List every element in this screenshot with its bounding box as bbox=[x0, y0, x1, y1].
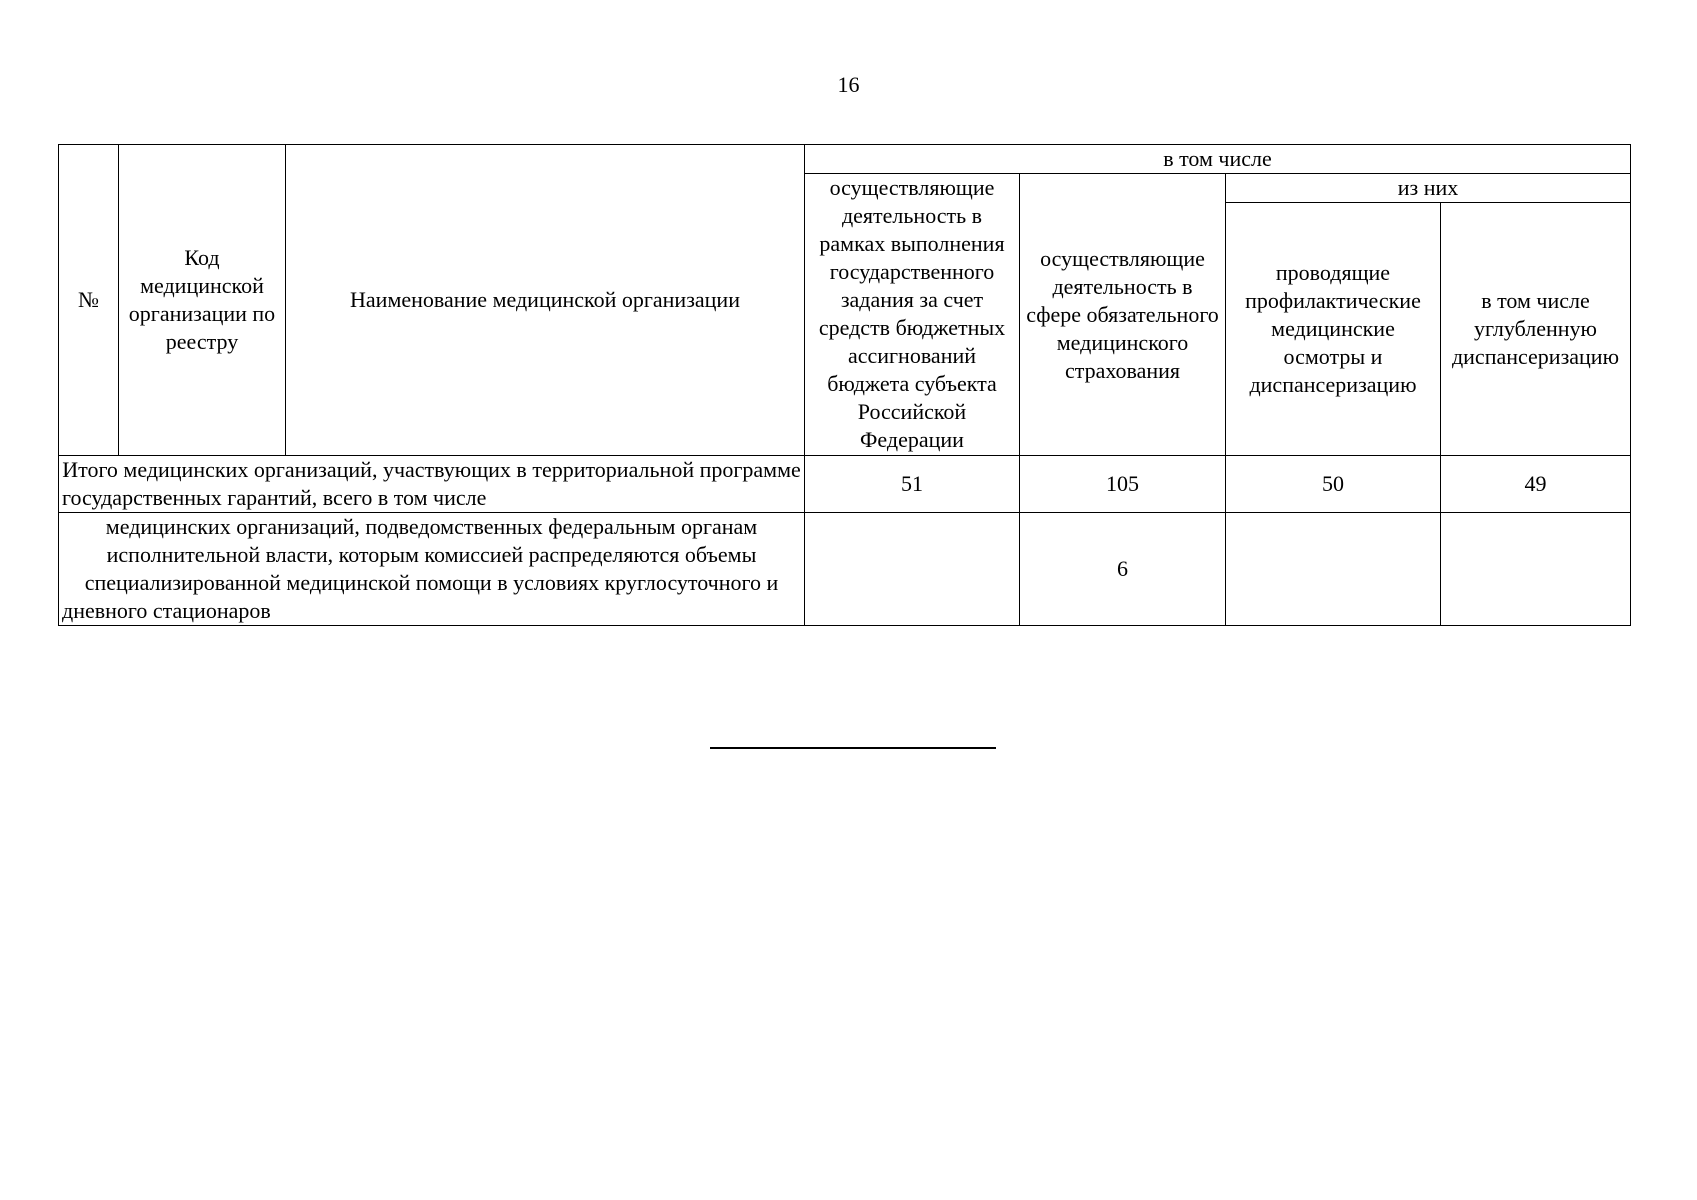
cell-oms: 105 bbox=[1020, 456, 1226, 513]
row-label: Итого медицинских организаций, участвующих в территориальной программе государственных гарантий, всего в том числе bbox=[59, 456, 805, 513]
header-state-assignment: осуществляющие деятельность в рамках выполнения государственного задания за счет средств бюджетных ассигнований бюджета субъекта Российской Федерации bbox=[805, 174, 1020, 456]
cell-in-depth: 49 bbox=[1441, 456, 1631, 513]
header-in-depth: в том числе углубленную диспансеризацию bbox=[1441, 203, 1631, 456]
header-oms: осуществляющие деятельность в сфере обязательного медицинского страхования bbox=[1020, 174, 1226, 456]
row-label: медицинских организаций, подведомственных федеральным органам исполнительной власти, которым комиссией распределяются объемы специализированной медицинской помощи в условиях круглосуточного и дневного стационаров bbox=[59, 513, 805, 626]
header-including: в том числе bbox=[805, 145, 1631, 174]
medical-organizations-table bbox=[58, 144, 1631, 626]
table-row-federal bbox=[59, 513, 1631, 626]
header-number: № bbox=[59, 145, 119, 456]
header-organization-name: Наименование медицинской организации bbox=[286, 145, 805, 456]
header-registry-code: Код медицинской организации по реестру bbox=[119, 145, 286, 456]
table-row-total bbox=[59, 456, 1631, 513]
cell-checkups bbox=[1226, 513, 1441, 626]
cell-state-assignment: 51 bbox=[805, 456, 1020, 513]
cell-checkups: 50 bbox=[1226, 456, 1441, 513]
end-of-document-rule bbox=[710, 747, 996, 749]
cell-state-assignment bbox=[805, 513, 1020, 626]
cell-in-depth bbox=[1441, 513, 1631, 626]
page-number: 16 bbox=[837, 72, 860, 97]
header-of-them: из них bbox=[1226, 174, 1631, 203]
cell-oms: 6 bbox=[1020, 513, 1226, 626]
header-checkups: проводящие профилактические медицинские осмотры и диспансеризацию bbox=[1226, 203, 1441, 456]
